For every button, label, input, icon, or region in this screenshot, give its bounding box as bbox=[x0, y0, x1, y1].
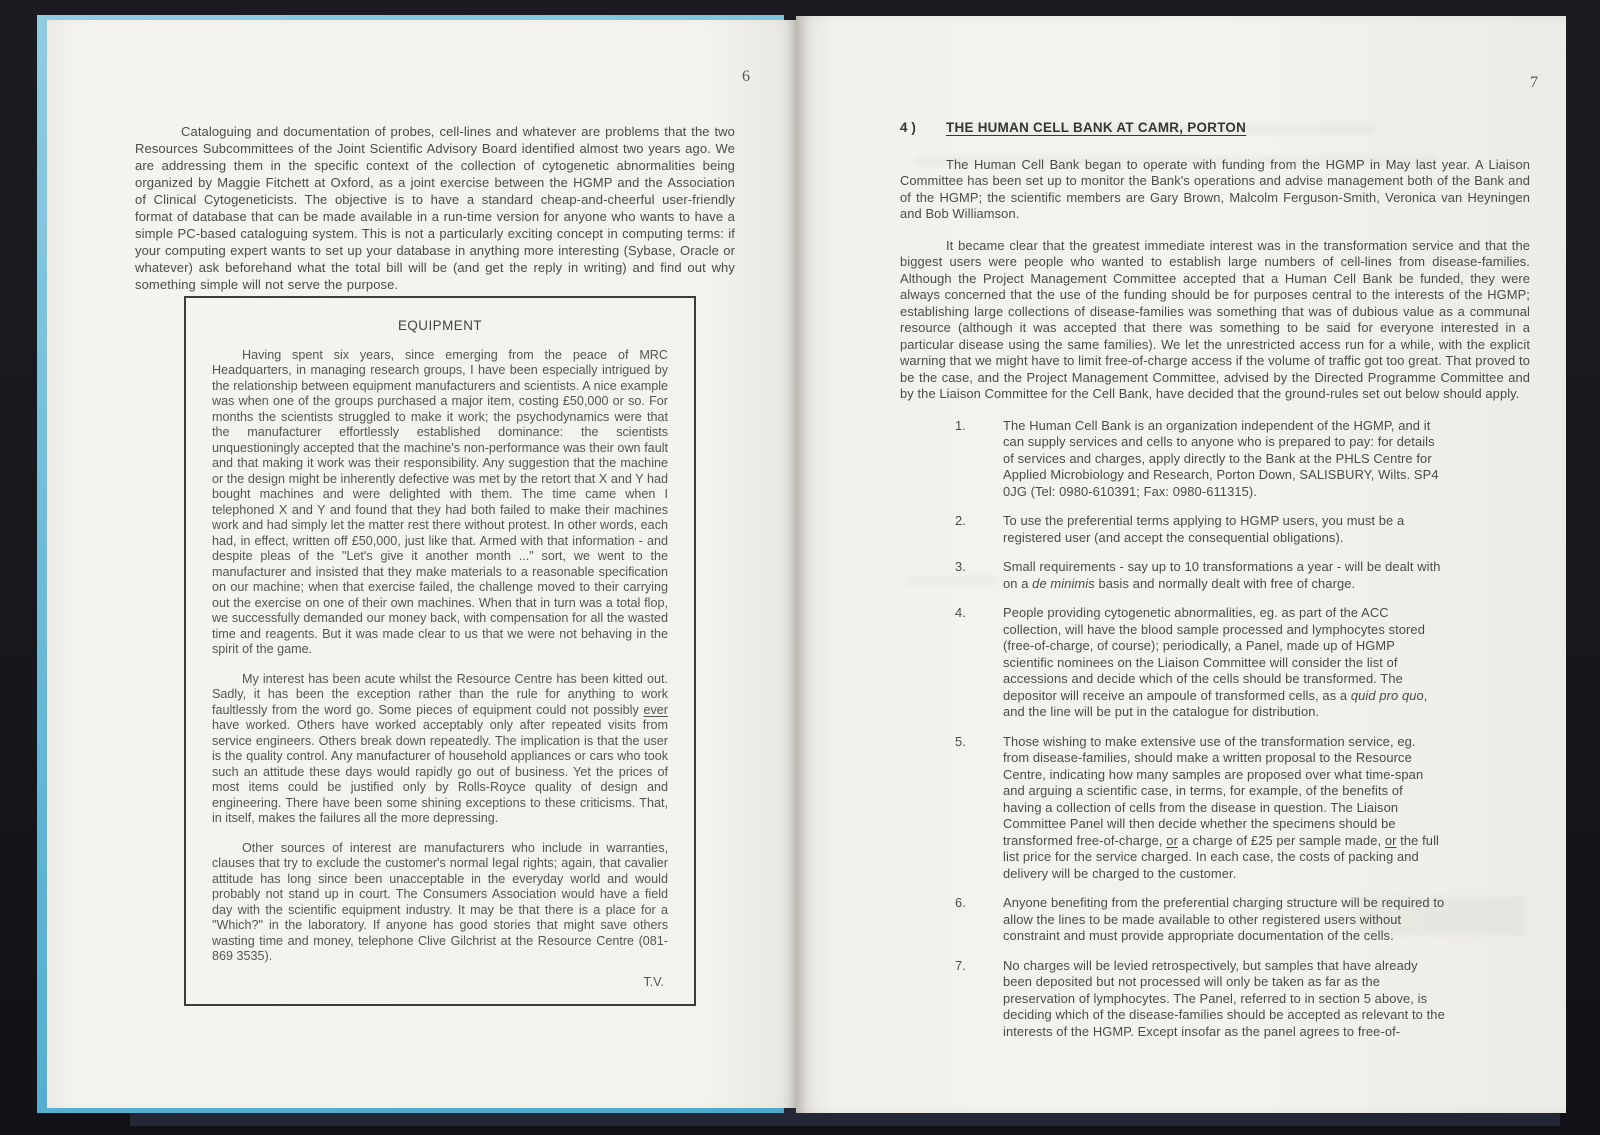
page-number: 6 bbox=[742, 68, 750, 85]
equipment-box bbox=[184, 296, 696, 1006]
paragraph-2: It became clear that the greatest immediate interest was in the transformation service and that the biggest users were people who wanted to establish large numbers of cell-lines from disease-families. Although the Project Management Committee accepted that a Human Cell Bank be funded, they were always concerned that the use of the funding should be for purposes central to the interests of the HGMP; establishing large collections of disease-families was something that was of dubious value as a communal resource (although it was accepted that there was something to be said for everyone interested in a particular disease using the same families). We let the unrestricted access run for a while, with the explicit warning that we might have to limit free-of-charge access if the volume of traffic got too great. That proved to be the case, and the Project Management Committee, advised by the Directed Programme Committee and by the Liaison Committee for the Cell Bank, have decided that the ground-rules set out below should apply. bbox=[900, 237, 1530, 401]
item-number: 1. bbox=[955, 417, 966, 433]
list-item bbox=[900, 513, 1530, 546]
paragraph-1: The Human Cell Bank began to operate with funding from the HGMP in May last year. A Liaison Committee has been set up to monitor the Bank's operations and advise management both of the Bank and of the HGMP; the scientific members are Gary Brown, Malcolm Ferguson-Smith, Veronica van Heyningen and Bob Williamson. bbox=[900, 156, 1530, 221]
ground-rules-list bbox=[900, 418, 1530, 1041]
section-number: 4 ) bbox=[900, 120, 916, 135]
item-number: 3. bbox=[955, 559, 966, 574]
list-item bbox=[900, 559, 1530, 592]
page-7 bbox=[796, 16, 1566, 1113]
item-text: Small requirements - say up to 10 transformations a year - will be dealt with on a de minimis basis and normally dealt with free of charge. bbox=[1003, 559, 1441, 591]
item-text: To use the preferential terms applying to HGMP users, you must be a registered user (and accept the consequential obligations). bbox=[1003, 513, 1405, 545]
equipment-box-title: EQUIPMENT bbox=[397, 318, 483, 333]
equipment-paragraph-1: Having spent six years, since emerging from the peace of MRC Headquarters, in managing research groups, I have been especially intrigued by the relationship between equipment manufacturers and scientists. A nice example was when one of the groups purchased a major item, costing £50,000 or so. For months the scientists struggled to make it work; the psychodynamics were that the manufacturer effortlessly established dominance: the scientists unquestioningly accepted that the machine's non-performance was their own fault and that making it work was their responsibility. Any suggestion that the machine or the design might be inherently defective was met by the retort that X and Y had bought machines and were delighted with them. The time came when I telephoned X and Y and found that they had both failed to make their machines work and had simply let the matter rest there without protest. In other words, each had, in effect, written off £50,000, just like that. Armed with that information - and despite pleas of the "Let's give it another month ..." sort, we went to the manufacturer and insisted that they make materials to a reasonable specification on our machine; when that exercise failed, the challenge moved to their carrying out the exercise on one of their own machines. When that in turn was a total flop, we successfully demanded our money back, with compensation for all the wasted time and reagents. But it was made clear to us that we were not behaving in the spirit of the game. bbox=[212, 347, 668, 656]
signature: T.V. bbox=[643, 974, 664, 989]
item-text: No charges will be levied retrospectively, but samples that have already been deposited but not processed will only be taken as far as the preservation of lymphocytes. The Panel, referred to in section 5 above, is deciding which of the disease-families should be accepted as relevant to the interests of the HGMP. Except insofar as the panel agrees to free-of- bbox=[1003, 957, 1445, 1039]
item-number: 6. bbox=[955, 895, 966, 910]
item-text: Those wishing to make extensive use of the transformation service, eg. from disease-families, should make a written proposal to the Resource Centre, indicating how many samples are proposed over what time-span and arguing a scientific case, in terms, for example, of the benefits of having a collection of cells from the disease in question. The Liaison Committee Panel will then decide whether the specimens should be transformed free-of-charge, or a charge of £25 per sample made, or the full list price for the service charged. In each case, the costs of packing and delivery will be charged to the customer. bbox=[1003, 733, 1440, 881]
item-text: People providing cytogenetic abnormalities, eg. as part of the ACC collection, will have the blood sample processed and lymphocytes stored (free-of-charge, of course); periodically, a Panel, made up of HGMP scientific nominees on the Liaison Committee will consider the list of accessions and decide which of the cells should be transformed. The depositor will receive an ampoule of transformed cells, as a quid pro quo, and the line will be put in the catalogue for distribution. bbox=[1003, 605, 1428, 719]
item-text: The Human Cell Bank is an organization independent of the HGMP, and it can supply services and cells to anyone who is prepared to pay: for details of services and charges, apply directly to the Bank at the PHLS Centre for Applied Microbiology and Research, Porton Down, SALISBURY, Wilts. SP4 0JG (Tel: 0980-610391; Fax: 0980-611315). bbox=[1003, 417, 1439, 499]
equipment-paragraph-3: Other sources of interest are manufacturers who include in warranties, clauses that try to exclude the customer's normal legal rights; again, that cavalier attitude has long since been unacceptable in the everyday world and would probably not stand up in court. The Consumers Association would have a field day with the scientific equipment industry. It may be that there is a place for a "Which?" in the laboratory. If anyone has good stories that might save others wasting time and money, telephone Clive Gilchrist at the Resource Centre (081-869 3535). bbox=[212, 840, 668, 963]
item-text: Anyone benefiting from the preferential charging structure will be required to allow the lines to be made available to other registered users without constraint and must provide appropriate documentation of the cells. bbox=[1003, 895, 1445, 943]
item-number: 5. bbox=[955, 733, 966, 749]
page-7-content bbox=[900, 120, 1530, 1053]
item-number: 4. bbox=[955, 605, 966, 620]
item-number: 2. bbox=[955, 513, 966, 528]
list-item bbox=[900, 895, 1530, 945]
section-heading bbox=[900, 120, 1530, 137]
list-item bbox=[900, 418, 1530, 501]
page-6 bbox=[47, 20, 796, 1108]
intro-paragraph: Cataloguing and documentation of probes, cell-lines and whatever are problems that the two Resources Subcommittees of the Joint Scientific Advisory Board identified almost two years ago. We are addressing them in the specific context of the collection of cytogenetic abnormalities being organized by Maggie Fitchett at Oxford, as a joint exercise between the HGMP and the Association of Clinical Cytogeneticists. The objective is to have a standard cheap-and-cheerful user-friendly format of database that can be made available in a run-time version for anyone who wants to have a simple PC-based cataloguing system. This is not a particularly exciting concept in computing terms: if your computing expert wants to set up your database in anything more interesting (Sybase, Oracle or whatever) ask beforehand what the total bill will be (and get the reply in writing) and find out why something simple will not serve the purpose. bbox=[135, 124, 735, 292]
page-number: 7 bbox=[1530, 74, 1538, 91]
equipment-paragraph-2: My interest has been acute whilst the Resource Centre has been kitted out. Sadly, it has been the exception rather than the rule for anything to work faultlessly from the word go. Some pieces of equipment could not possibly ever have worked. Others have worked acceptably only after repeated visits from service engineers. Others break down repeatedly. The implication is that the user is the quality control. Any manufacturer of household appliances or cars who took such an attitude these days would rapidly go out of business. Yet the prices of most items could be justified only by Rolls-Royce quality of design and engineering. There have been some shining exceptions to these criticisms. That, in itself, makes the failures all the more depressing. bbox=[212, 671, 668, 825]
list-item bbox=[900, 605, 1530, 721]
section-title: THE HUMAN CELL BANK AT CAMR, PORTON bbox=[946, 120, 1247, 135]
list-item bbox=[900, 734, 1530, 883]
item-number: 7. bbox=[955, 957, 966, 973]
list-item bbox=[900, 958, 1530, 1041]
